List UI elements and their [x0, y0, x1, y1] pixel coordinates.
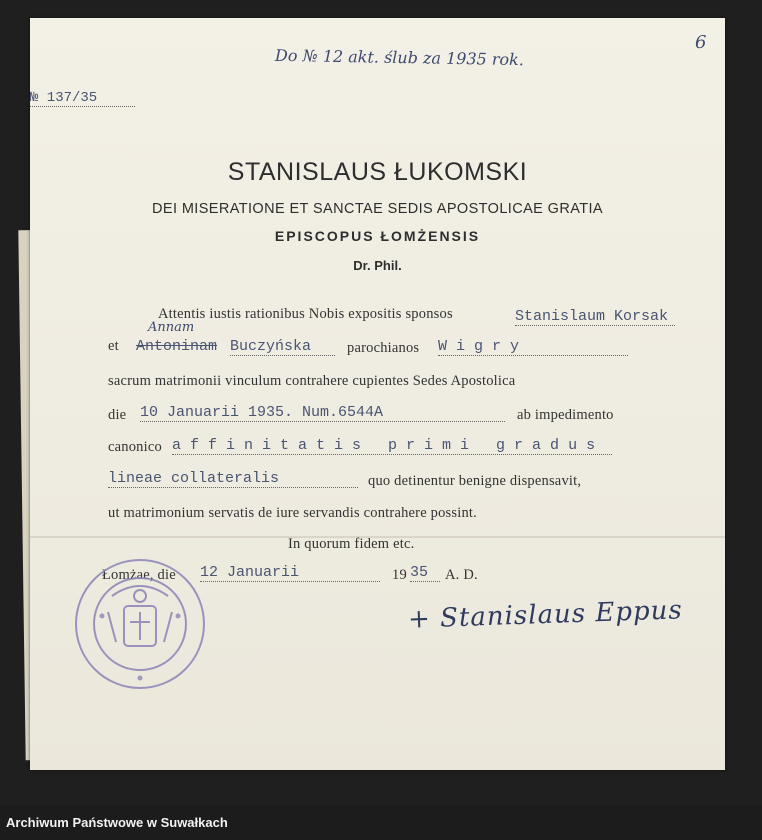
parish-name: W i g r y	[438, 338, 628, 356]
archive-footer	[0, 805, 762, 840]
era-label: A. D.	[445, 567, 478, 583]
body-line-6: quo detinentur benigne dispensavit,	[368, 473, 582, 489]
year-prefix: 19	[392, 567, 407, 583]
body-line-3: sacrum matrimonii vinculum contrahere cupientes Sedes Apostolica	[108, 373, 516, 389]
year-suffix: 35	[410, 564, 440, 582]
reference-number: № 137/35	[30, 90, 135, 107]
episcopal-seal-stamp	[72, 556, 208, 692]
body-line-4-die: die	[108, 407, 127, 423]
top-handwritten-note: Do № 12 akt. ślub za 1935 rok.	[274, 45, 525, 70]
body-line-5-canonico: canonico	[108, 439, 162, 455]
issuer-name: STANISLAUS ŁUKOMSKI	[227, 158, 528, 186]
bride-surname: Buczyńska	[230, 338, 335, 356]
page-number: 6	[695, 32, 707, 53]
issuer-office: EPISCOPUS ŁOMŻENSIS	[274, 228, 481, 244]
body-line-7: ut matrimonium servatis de iure servandis contrahere possint.	[108, 505, 477, 521]
body-line-1: Attentis iustis rationibus Nobis expositis sponsos	[158, 306, 453, 322]
issuer-title-line: DEI MISERATIONE ET SANCTAE SEDIS APOSTOLICAE GRATIA	[152, 201, 603, 217]
impediment-text: a f f i n i t a t i s p r i m i g r a d u s	[172, 437, 612, 455]
body-line-2-text: parochianos	[347, 340, 420, 356]
place-label: Łomżae, die	[102, 567, 176, 583]
body-line-2-et: et	[108, 338, 119, 354]
bride-original-name: Antoninam	[136, 338, 218, 355]
issuer-degree: Dr. Phil.	[353, 258, 402, 273]
issue-date: 12 Januarii	[200, 564, 380, 582]
body-line-8: In quorum fidem etc.	[288, 536, 415, 552]
impediment-continuation: lineae collateralis	[108, 470, 358, 488]
body-line-4-text: ab impedimento	[517, 407, 614, 423]
bishop-signature: + Stanislaus Eppus	[407, 595, 684, 635]
groom-name: Stanislaum Korsak	[515, 308, 675, 326]
bride-name-correction: Annam	[148, 320, 195, 335]
archive-label: Archiwum Państwowe w Suwałkach	[6, 815, 228, 830]
dispensation-date: 10 Januarii 1935. Num.6544A	[140, 404, 505, 422]
